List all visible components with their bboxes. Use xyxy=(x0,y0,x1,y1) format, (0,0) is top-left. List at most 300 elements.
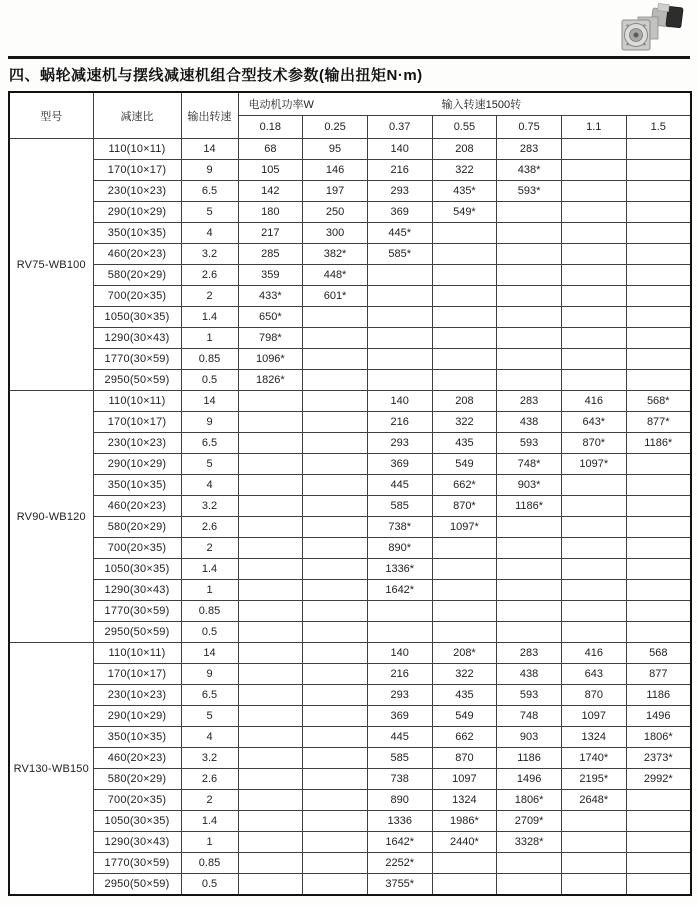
torque-value-cell xyxy=(367,349,432,370)
model-cell: RV90-WB120 xyxy=(9,391,93,643)
torque-value-cell xyxy=(303,349,368,370)
torque-value-cell: 322 xyxy=(432,160,497,181)
torque-value-cell xyxy=(626,517,691,538)
divider-rule xyxy=(8,56,690,59)
torque-value-cell: 585 xyxy=(367,496,432,517)
output-speed-cell: 2.6 xyxy=(181,769,238,790)
torque-value-cell: 585 xyxy=(367,748,432,769)
torque-value-cell xyxy=(626,160,691,181)
torque-value-cell xyxy=(497,307,562,328)
torque-value-cell xyxy=(626,454,691,475)
torque-value-cell xyxy=(238,559,303,580)
torque-value-cell: 208* xyxy=(432,643,497,664)
torque-value-cell xyxy=(432,370,497,391)
ratio-cell: 1290(30×43) xyxy=(93,580,181,601)
model-cell: RV130-WB150 xyxy=(9,643,93,896)
torque-value-cell xyxy=(238,622,303,643)
torque-value-cell xyxy=(561,580,626,601)
ratio-cell: 580(20×29) xyxy=(93,517,181,538)
ratio-cell: 230(10×23) xyxy=(93,685,181,706)
torque-value-cell xyxy=(626,475,691,496)
torque-value-cell xyxy=(561,811,626,832)
output-speed-cell: 4 xyxy=(181,223,238,244)
table-row xyxy=(9,349,691,370)
torque-value-cell xyxy=(561,139,626,160)
torque-value-cell xyxy=(626,139,691,160)
torque-value-cell: 2373* xyxy=(626,748,691,769)
torque-value-cell xyxy=(626,265,691,286)
torque-value-cell xyxy=(626,370,691,391)
power-column-header: 0.25 xyxy=(303,116,368,139)
torque-value-cell: 568* xyxy=(626,391,691,412)
torque-value-cell xyxy=(303,538,368,559)
table-row xyxy=(9,328,691,349)
torque-value-cell xyxy=(626,349,691,370)
output-speed-cell: 0.85 xyxy=(181,853,238,874)
torque-value-cell xyxy=(303,559,368,580)
output-speed-cell: 3.2 xyxy=(181,496,238,517)
torque-value-cell: 250 xyxy=(303,202,368,223)
torque-value-cell xyxy=(238,433,303,454)
torque-value-cell: 748 xyxy=(497,706,562,727)
torque-value-cell: 208 xyxy=(432,391,497,412)
ratio-cell: 1770(30×59) xyxy=(93,853,181,874)
torque-value-cell xyxy=(432,223,497,244)
torque-value-cell: 448* xyxy=(303,265,368,286)
torque-value-cell xyxy=(238,664,303,685)
table-row xyxy=(9,202,691,223)
torque-value-cell: 445 xyxy=(367,727,432,748)
table-row xyxy=(9,181,691,202)
torque-value-cell xyxy=(367,601,432,622)
torque-value-cell: 369 xyxy=(367,706,432,727)
torque-value-cell xyxy=(432,538,497,559)
torque-value-cell: 870 xyxy=(432,748,497,769)
ratio-cell: 350(10×35) xyxy=(93,727,181,748)
torque-value-cell: 1096* xyxy=(238,349,303,370)
output-speed-cell: 1.4 xyxy=(181,811,238,832)
ratio-cell: 2950(50×59) xyxy=(93,370,181,391)
torque-value-cell xyxy=(303,790,368,811)
torque-value-cell xyxy=(303,391,368,412)
torque-value-cell xyxy=(238,832,303,853)
ratio-cell: 460(20×23) xyxy=(93,748,181,769)
torque-value-cell: 890 xyxy=(367,790,432,811)
torque-value-cell xyxy=(626,496,691,517)
torque-value-cell xyxy=(303,370,368,391)
worm-gear-reducer-photo xyxy=(614,3,690,55)
torque-value-cell xyxy=(626,790,691,811)
ratio-cell: 2950(50×59) xyxy=(93,874,181,896)
torque-value-cell: 643* xyxy=(561,412,626,433)
torque-value-cell xyxy=(561,601,626,622)
ratio-cell: 110(10×11) xyxy=(93,391,181,412)
torque-value-cell xyxy=(626,328,691,349)
table-row xyxy=(9,790,691,811)
table-row xyxy=(9,370,691,391)
torque-value-cell xyxy=(303,412,368,433)
torque-value-cell: 2648* xyxy=(561,790,626,811)
torque-value-cell xyxy=(303,454,368,475)
output-speed-cell: 0.85 xyxy=(181,601,238,622)
torque-value-cell xyxy=(367,328,432,349)
ratio-cell: 230(10×23) xyxy=(93,433,181,454)
torque-value-cell xyxy=(238,685,303,706)
ratio-cell: 460(20×23) xyxy=(93,496,181,517)
torque-value-cell xyxy=(497,265,562,286)
torque-value-cell xyxy=(497,328,562,349)
output-speed-cell: 2 xyxy=(181,790,238,811)
torque-value-cell xyxy=(561,622,626,643)
table-row xyxy=(9,685,691,706)
torque-value-cell xyxy=(238,727,303,748)
torque-value-cell xyxy=(561,328,626,349)
torque-value-cell xyxy=(367,286,432,307)
torque-value-cell xyxy=(432,265,497,286)
torque-value-cell xyxy=(561,832,626,853)
torque-value-cell xyxy=(303,601,368,622)
table-row xyxy=(9,412,691,433)
torque-value-cell xyxy=(303,811,368,832)
torque-value-cell: 549 xyxy=(432,706,497,727)
header-motor-power: 电动机功率W xyxy=(248,99,314,111)
torque-value-cell: 601* xyxy=(303,286,368,307)
torque-value-cell: 293 xyxy=(367,181,432,202)
table-row xyxy=(9,853,691,874)
output-speed-cell: 0.5 xyxy=(181,622,238,643)
torque-value-cell xyxy=(238,475,303,496)
output-speed-cell: 5 xyxy=(181,454,238,475)
table-row xyxy=(9,496,691,517)
torque-value-cell: 2992* xyxy=(626,769,691,790)
power-column-header: 0.37 xyxy=(367,116,432,139)
power-column-header: 1.5 xyxy=(626,116,691,139)
torque-value-cell: 593* xyxy=(497,181,562,202)
torque-value-cell: 140 xyxy=(367,391,432,412)
model-cell: RV75-WB100 xyxy=(9,139,93,391)
ratio-cell: 110(10×11) xyxy=(93,643,181,664)
torque-value-cell xyxy=(303,874,368,896)
torque-value-cell xyxy=(561,517,626,538)
torque-value-cell xyxy=(303,517,368,538)
table-row xyxy=(9,706,691,727)
torque-value-cell xyxy=(238,874,303,896)
table-row xyxy=(9,580,691,601)
torque-value-cell: 105 xyxy=(238,160,303,181)
torque-value-cell: 438 xyxy=(497,412,562,433)
torque-value-cell xyxy=(303,769,368,790)
ratio-cell: 170(10×17) xyxy=(93,664,181,685)
torque-value-cell xyxy=(303,832,368,853)
table-row xyxy=(9,475,691,496)
torque-value-cell xyxy=(497,622,562,643)
torque-value-cell: 416 xyxy=(561,643,626,664)
table-row xyxy=(9,832,691,853)
torque-value-cell: 643 xyxy=(561,664,626,685)
header-model: 型号 xyxy=(9,92,93,139)
ratio-cell: 1290(30×43) xyxy=(93,328,181,349)
torque-value-cell: 300 xyxy=(303,223,368,244)
torque-value-cell xyxy=(497,244,562,265)
torque-value-cell xyxy=(561,349,626,370)
torque-value-cell: 293 xyxy=(367,433,432,454)
torque-value-cell: 322 xyxy=(432,412,497,433)
output-speed-cell: 9 xyxy=(181,664,238,685)
torque-value-cell xyxy=(367,265,432,286)
torque-value-cell xyxy=(303,853,368,874)
torque-value-cell xyxy=(497,202,562,223)
torque-value-cell xyxy=(303,643,368,664)
torque-value-cell: 1097* xyxy=(561,454,626,475)
ratio-cell: 290(10×29) xyxy=(93,454,181,475)
torque-value-cell xyxy=(561,265,626,286)
torque-value-cell: 359 xyxy=(238,265,303,286)
torque-value-cell xyxy=(432,601,497,622)
output-speed-cell: 14 xyxy=(181,643,238,664)
torque-value-cell: 435* xyxy=(432,181,497,202)
torque-value-cell: 3328* xyxy=(497,832,562,853)
torque-value-cell xyxy=(303,748,368,769)
torque-value-cell xyxy=(238,601,303,622)
ratio-cell: 580(20×29) xyxy=(93,265,181,286)
torque-value-cell xyxy=(626,559,691,580)
torque-value-cell xyxy=(238,769,303,790)
torque-value-cell: 435 xyxy=(432,433,497,454)
torque-value-cell: 650* xyxy=(238,307,303,328)
output-speed-cell: 6.5 xyxy=(181,433,238,454)
torque-value-cell xyxy=(497,601,562,622)
table-row xyxy=(9,139,691,160)
torque-value-cell: 416 xyxy=(561,391,626,412)
ratio-cell: 1050(30×35) xyxy=(93,811,181,832)
torque-value-cell: 208 xyxy=(432,139,497,160)
output-speed-cell: 9 xyxy=(181,160,238,181)
torque-value-cell xyxy=(238,580,303,601)
torque-value-cell xyxy=(238,412,303,433)
table-row xyxy=(9,559,691,580)
torque-value-cell xyxy=(303,580,368,601)
torque-value-cell xyxy=(626,538,691,559)
table-row xyxy=(9,769,691,790)
torque-value-cell: 433* xyxy=(238,286,303,307)
output-speed-cell: 2 xyxy=(181,538,238,559)
torque-value-cell: 870* xyxy=(432,496,497,517)
torque-value-cell: 1097 xyxy=(561,706,626,727)
torque-value-cell: 95 xyxy=(303,139,368,160)
torque-value-cell: 549 xyxy=(432,454,497,475)
torque-value-cell: 877 xyxy=(626,664,691,685)
torque-value-cell: 68 xyxy=(238,139,303,160)
output-speed-cell: 14 xyxy=(181,391,238,412)
torque-value-cell: 1324 xyxy=(432,790,497,811)
torque-value-cell: 2252* xyxy=(367,853,432,874)
torque-value-cell xyxy=(303,475,368,496)
output-speed-cell: 1 xyxy=(181,580,238,601)
torque-value-cell xyxy=(561,370,626,391)
torque-value-cell xyxy=(626,181,691,202)
ratio-cell: 1770(30×59) xyxy=(93,601,181,622)
ratio-cell: 170(10×17) xyxy=(93,160,181,181)
torque-value-cell: 1642* xyxy=(367,832,432,853)
output-speed-cell: 4 xyxy=(181,475,238,496)
torque-value-cell xyxy=(497,223,562,244)
header-power-group xyxy=(238,92,691,116)
torque-value-cell: 890* xyxy=(367,538,432,559)
ratio-cell: 460(20×23) xyxy=(93,244,181,265)
torque-value-cell xyxy=(626,580,691,601)
output-speed-cell: 5 xyxy=(181,706,238,727)
torque-value-cell: 1097 xyxy=(432,769,497,790)
page-title: 四、蜗轮减速机与摆线减速机组合型技术参数(输出扭矩N·m) xyxy=(9,67,423,84)
torque-value-cell xyxy=(303,727,368,748)
torque-value-cell: 870* xyxy=(561,433,626,454)
torque-value-cell xyxy=(497,370,562,391)
torque-value-cell: 585* xyxy=(367,244,432,265)
torque-value-cell: 197 xyxy=(303,181,368,202)
ratio-cell: 700(20×35) xyxy=(93,286,181,307)
torque-value-cell: 435 xyxy=(432,685,497,706)
power-column-header: 0.55 xyxy=(432,116,497,139)
power-column-header: 0.75 xyxy=(497,116,562,139)
torque-value-cell xyxy=(626,874,691,896)
torque-value-cell xyxy=(626,307,691,328)
ratio-cell: 1770(30×59) xyxy=(93,349,181,370)
ratio-cell: 110(10×11) xyxy=(93,139,181,160)
torque-value-cell xyxy=(497,349,562,370)
table-row xyxy=(9,223,691,244)
torque-value-cell: 1324 xyxy=(561,727,626,748)
ratio-cell: 700(20×35) xyxy=(93,790,181,811)
torque-value-cell: 216 xyxy=(367,412,432,433)
torque-value-cell: 1496 xyxy=(497,769,562,790)
ratio-cell: 290(10×29) xyxy=(93,202,181,223)
ratio-cell: 1050(30×35) xyxy=(93,559,181,580)
torque-value-cell xyxy=(238,790,303,811)
torque-value-cell xyxy=(626,601,691,622)
torque-value-cell: 438 xyxy=(497,664,562,685)
torque-value-cell: 1336 xyxy=(367,811,432,832)
table-row xyxy=(9,622,691,643)
torque-value-cell: 1186 xyxy=(497,748,562,769)
torque-value-cell xyxy=(561,202,626,223)
output-speed-cell: 0.5 xyxy=(181,874,238,896)
ratio-cell: 170(10×17) xyxy=(93,412,181,433)
torque-value-cell: 1097* xyxy=(432,517,497,538)
torque-value-cell xyxy=(432,349,497,370)
output-speed-cell: 6.5 xyxy=(181,181,238,202)
torque-value-cell: 1186* xyxy=(497,496,562,517)
torque-value-cell: 283 xyxy=(497,139,562,160)
torque-value-cell: 216 xyxy=(367,160,432,181)
torque-value-cell xyxy=(497,517,562,538)
torque-value-cell: 140 xyxy=(367,139,432,160)
torque-value-cell xyxy=(561,286,626,307)
torque-value-cell xyxy=(561,853,626,874)
torque-value-cell: 1186 xyxy=(626,685,691,706)
torque-value-cell: 445* xyxy=(367,223,432,244)
output-speed-cell: 0.5 xyxy=(181,370,238,391)
torque-value-cell xyxy=(626,286,691,307)
output-speed-cell: 4 xyxy=(181,727,238,748)
output-speed-cell: 1.4 xyxy=(181,559,238,580)
torque-value-cell: 549* xyxy=(432,202,497,223)
torque-value-cell xyxy=(626,223,691,244)
torque-value-cell: 1496 xyxy=(626,706,691,727)
torque-value-cell: 798* xyxy=(238,328,303,349)
torque-value-cell: 662* xyxy=(432,475,497,496)
torque-value-cell xyxy=(238,517,303,538)
torque-value-cell: 445 xyxy=(367,475,432,496)
torque-value-cell: 1740* xyxy=(561,748,626,769)
header-output-speed: 输出转速 xyxy=(181,92,238,139)
ratio-cell: 230(10×23) xyxy=(93,181,181,202)
output-speed-cell: 3.2 xyxy=(181,748,238,769)
torque-value-cell xyxy=(626,202,691,223)
torque-value-cell xyxy=(561,475,626,496)
table-row xyxy=(9,286,691,307)
torque-value-cell xyxy=(497,853,562,874)
table-row xyxy=(9,265,691,286)
torque-value-cell: 738 xyxy=(367,769,432,790)
torque-value-cell xyxy=(432,622,497,643)
torque-value-cell: 438* xyxy=(497,160,562,181)
ratio-cell: 2950(50×59) xyxy=(93,622,181,643)
torque-value-cell xyxy=(303,622,368,643)
torque-value-cell xyxy=(238,706,303,727)
table-row xyxy=(9,601,691,622)
torque-value-cell: 322 xyxy=(432,664,497,685)
torque-value-cell xyxy=(303,685,368,706)
torque-value-cell xyxy=(561,307,626,328)
torque-value-cell xyxy=(238,748,303,769)
table-row xyxy=(9,727,691,748)
torque-value-cell xyxy=(626,622,691,643)
torque-value-cell: 903* xyxy=(497,475,562,496)
ratio-cell: 1290(30×43) xyxy=(93,832,181,853)
torque-value-cell: 2195* xyxy=(561,769,626,790)
torque-value-cell: 369 xyxy=(367,454,432,475)
torque-value-cell xyxy=(367,307,432,328)
torque-value-cell: 568 xyxy=(626,643,691,664)
ratio-cell: 1050(30×35) xyxy=(93,307,181,328)
torque-value-cell xyxy=(432,244,497,265)
torque-value-cell xyxy=(238,496,303,517)
output-speed-cell: 2 xyxy=(181,286,238,307)
torque-value-cell xyxy=(238,454,303,475)
torque-value-cell xyxy=(626,244,691,265)
ratio-cell: 350(10×35) xyxy=(93,475,181,496)
torque-value-cell: 1806* xyxy=(497,790,562,811)
ratio-cell: 700(20×35) xyxy=(93,538,181,559)
power-column-header: 1.1 xyxy=(561,116,626,139)
parameters-table xyxy=(8,91,692,896)
torque-value-cell xyxy=(432,286,497,307)
torque-value-cell: 738* xyxy=(367,517,432,538)
torque-value-cell xyxy=(561,559,626,580)
torque-value-cell xyxy=(238,391,303,412)
torque-value-cell xyxy=(497,580,562,601)
output-speed-cell: 2.6 xyxy=(181,265,238,286)
output-speed-cell: 6.5 xyxy=(181,685,238,706)
table-row xyxy=(9,244,691,265)
torque-value-cell xyxy=(561,538,626,559)
torque-value-cell xyxy=(561,874,626,896)
torque-value-cell xyxy=(367,370,432,391)
torque-value-cell xyxy=(432,307,497,328)
torque-value-cell: 2709* xyxy=(497,811,562,832)
torque-value-cell: 369 xyxy=(367,202,432,223)
torque-value-cell xyxy=(238,853,303,874)
